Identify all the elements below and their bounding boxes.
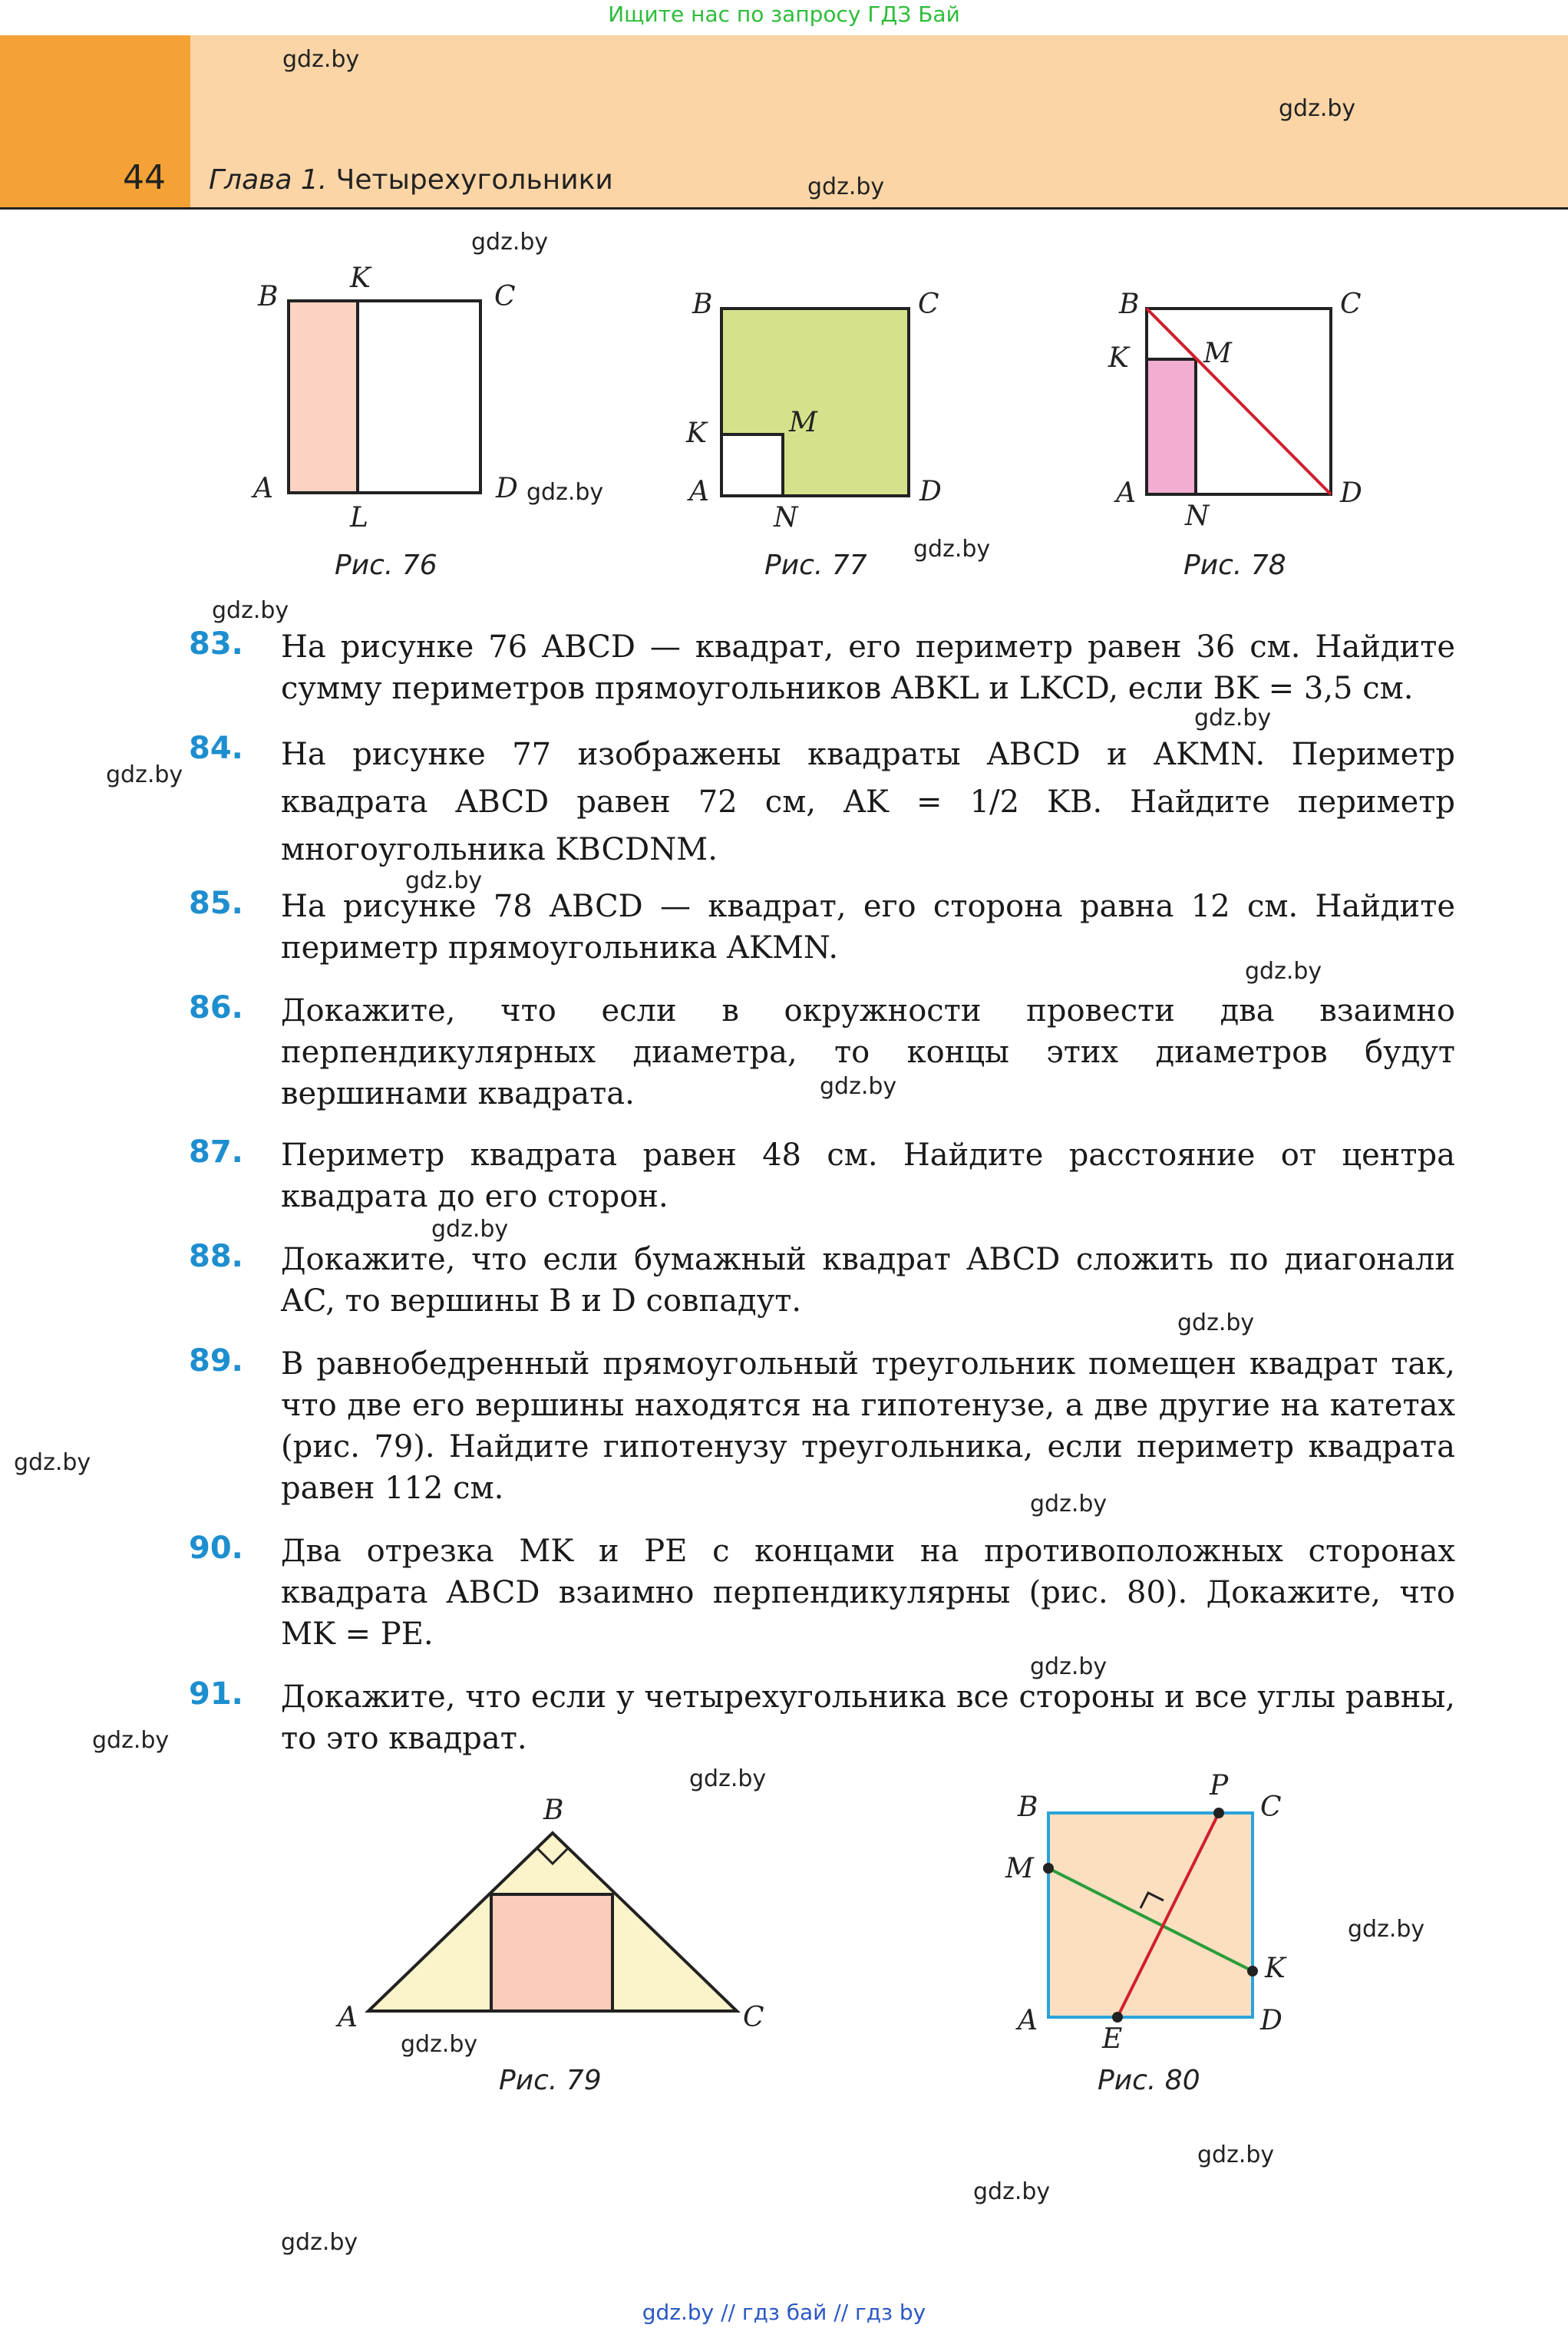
label-d: D [1260,2005,1282,2036]
watermark: gdz.by [106,761,183,788]
label-c: C [1260,1791,1282,1823]
page-number: 44 [123,158,166,197]
chapter-prefix: Глава 1. [209,164,328,196]
shaded-rectangle-abkl [289,301,358,493]
problem-text: Два отрезка MK и PE с концами на противоположных сторонах квадрата ABCD взаимно перпендикулярны (рис. 80). Докажите, что MK = PE. [281,1534,1455,1652]
watermark: gdz.by [1279,95,1356,122]
watermark: gdz.by [820,1073,897,1100]
watermark: gdz.by [973,2178,1051,2205]
point-e [1112,2012,1123,2023]
point-m [1043,1863,1054,1874]
label-a: A [689,476,709,507]
problem-number: 85. [189,886,243,921]
caption-fig-76: Рис. 76 [335,550,437,581]
label-k: K [686,418,707,449]
watermark: gdz.by [281,2229,358,2256]
figure-78 [1105,269,1381,545]
watermark: gdz.by [92,1727,170,1754]
problem-84 [189,731,1455,873]
figure-79 [322,1788,798,2049]
problem-number: 84. [189,731,243,766]
label-c: C [1340,289,1362,320]
figure-77 [675,269,998,545]
problem-87 [189,1134,1455,1217]
label-a: A [253,473,273,504]
label-c: C [743,2002,764,2033]
problem-88 [189,1239,1455,1322]
caption-fig-79: Рис. 79 [499,2065,602,2096]
problem-85 [189,886,1455,969]
label-a: A [338,2002,358,2033]
problem-number: 91. [189,1676,243,1712]
problem-86 [189,990,1455,1115]
label-n: N [1185,500,1210,532]
problem-text: На рисунке 76 ABCD — квадрат, его периметр равен 36 см. Найдите сумму периметров прямоугольников ABKL и LKCD, если BK = 3,5 см. [281,629,1455,706]
label-d: D [1340,477,1362,509]
watermark: gdz.by [431,1216,509,1243]
watermark: gdz.by [1030,1491,1108,1517]
watermark: gdz.by [401,2031,478,2058]
caption-fig-80: Рис. 80 [1098,2065,1200,2096]
problem-number: 88. [189,1239,243,1274]
chapter-title [209,164,613,196]
problem-90 [189,1531,1455,1655]
label-k: K [1265,1953,1286,1984]
watermark: gdz.by [14,1449,91,1476]
watermark: gdz.by [527,479,604,506]
label-b: B [543,1795,564,1826]
square-abcd [1048,1813,1253,2017]
label-c: C [494,281,516,312]
problem-number: 90. [189,1531,243,1566]
problem-83 [189,626,1455,709]
figure-76 [238,253,622,545]
label-d: D [496,473,518,504]
label-m: M [1203,338,1232,369]
top-banner: Ищите нас по запросу ГДЗ Бай [608,2,960,27]
point-k [1247,1966,1258,1976]
problem-89 [189,1343,1455,1509]
figure-80 [990,1765,1312,2057]
watermark: gdz.by [1177,1309,1255,1336]
label-b: B [1119,289,1140,320]
chapter-name: Четырехугольники [335,164,613,196]
problem-text: Докажите, что если бумажный квадрат ABCD сложить по диагонали AC, то вершины B и D совпадут. [281,1242,1455,1319]
watermark: gdz.by [1194,705,1272,731]
watermark: gdz.by [913,536,991,563]
watermark: gdz.by [282,46,360,73]
label-m: M [789,407,817,438]
inscribed-square [491,1894,612,2011]
problem-number: 87. [189,1134,243,1170]
label-a: A [1018,2005,1038,2036]
problem-text: На рисунке 78 ABCD — квадрат, его сторона равна 12 см. Найдите периметр прямоугольника AKMN. [281,889,1455,966]
label-l: L [350,502,368,533]
label-b: B [258,281,279,312]
problem-number: 86. [189,990,243,1025]
label-p: P [1210,1770,1229,1801]
watermark: gdz.by [471,229,549,256]
label-a: A [1116,477,1136,509]
problem-text: Периметр квадрата равен 48 см. Найдите расстояние от центра квадрата до его сторон. [281,1138,1455,1214]
label-d: D [919,476,942,507]
problem-text: В равнобедренный прямоугольный треугольник помещен квадрат так, что две его вершины находятся на гипотенузе, а две другие на катетах (рис. 79). Найдите гипотенузу треугольника, если периметр квадрата равен 112 см. [281,1346,1455,1506]
rectangle-akmn [1147,359,1196,494]
label-e: E [1102,2023,1123,2055]
watermark: gdz.by [1245,958,1322,985]
caption-fig-77: Рис. 77 [764,550,867,581]
label-k: K [1108,342,1129,374]
caption-fig-78: Рис. 78 [1183,550,1286,581]
watermark: gdz.by [1030,1653,1108,1680]
watermark: gdz.by [1348,1916,1425,1943]
label-k: K [350,263,371,294]
watermark: gdz.by [1197,2142,1275,2168]
footer-links[interactable]: gdz.by // гдз бай // гдз by [642,2300,926,2325]
watermark: gdz.by [212,597,289,624]
problem-number: 83. [189,626,243,662]
watermark: gdz.by [405,867,483,894]
label-n: N [774,502,798,533]
watermark: gdz.by [689,1765,767,1792]
label-m: M [1005,1853,1034,1884]
square-akmn [721,434,783,496]
problem-number: 89. [189,1343,243,1379]
problem-text: Докажите, что если в окружности провести два взаимно перпендикулярных диаметра, то концы этих диаметров будут вершинами квадрата. [281,993,1455,1111]
watermark: gdz.by [807,173,885,200]
label-c: C [918,289,939,320]
problem-text: Докажите, что если у четырехугольника все стороны и все углы равны, то это квадрат. [281,1679,1455,1756]
problem-91 [189,1676,1455,1759]
point-p [1213,1808,1224,1818]
label-b: B [692,289,713,320]
problem-text: На рисунке 77 изображены квадраты ABCD и AKMN. Периметр квадрата ABCD равен 72 см, AK = 1/2 KB. Найдите периметр многоугольника KBCDNM. [281,737,1455,867]
label-b: B [1018,1791,1038,1823]
